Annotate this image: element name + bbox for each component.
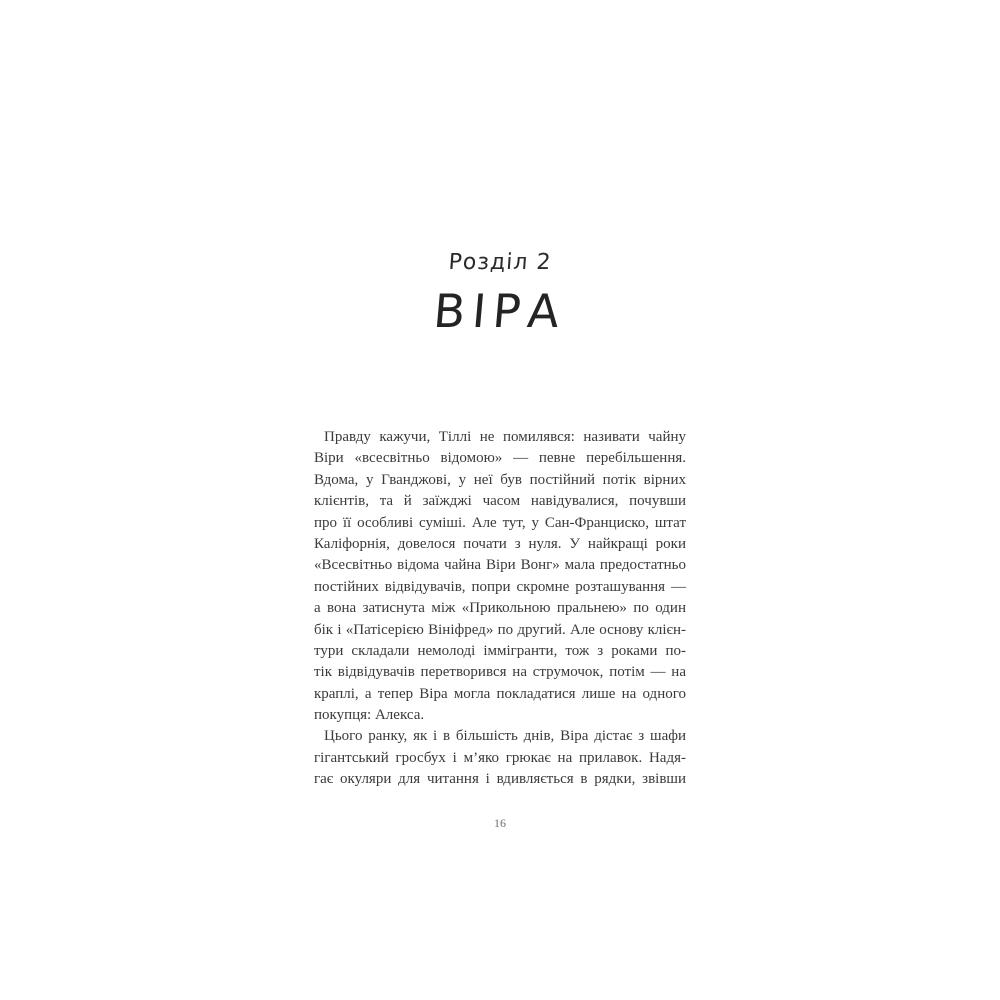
text-line: гає окуляри для читання і вдивляється в рядки, звівши: [314, 771, 686, 788]
text-line: «Всесвітньо відома чайна Віри Вонг» мала предостатньо: [314, 557, 686, 574]
page-number: 16: [494, 816, 506, 830]
text-line: Цього ранку, як і в більшість днів, Віра дістає з шафи: [324, 728, 686, 745]
text-line: гігантський гросбух і м’яко грюкає на прилавок. Надя-: [314, 749, 686, 766]
text-line: Каліфорнія, довелося почати з нуля. У найкращі роки: [314, 535, 686, 552]
chapter-title-heading: ВІРА: [431, 284, 569, 338]
body-text-block: [314, 427, 686, 791]
text-line: а вона затиснута між «Прикольною пральнею» по один: [314, 600, 686, 617]
text-line: про її особливі суміші. Але тут, у Сан-Франциско, штат: [314, 514, 686, 531]
text-line: покупця: Алекса.: [314, 707, 425, 724]
chapter-number-heading: Розділ 2: [447, 250, 553, 275]
text-line: Вдома, у Гванджові, у неї був постійний потік вірних: [314, 471, 686, 488]
text-line: тури складали немолоді іммігранти, тож з роками по-: [314, 642, 686, 659]
text-line: тік відвідувачів перетворився на струмочок, потім — на: [314, 664, 686, 681]
text-line: краплі, а тепер Віра могла покладатися лише на одного: [314, 685, 686, 702]
text-line: Віри «всесвітньо відомою» — певне перебільшення.: [314, 450, 686, 467]
text-line: постійних відвідувачів, попри скромне розташування —: [314, 578, 686, 595]
text-line: клієнтів, та й заїжджі часом навідувалися, почувши: [314, 493, 686, 510]
text-line: Правду кажучи, Тіллі не помилявся: називати чайну: [324, 429, 686, 445]
text-line: бік і «Патісерією Вініфред» по другий. Але основу клієн-: [314, 621, 686, 638]
